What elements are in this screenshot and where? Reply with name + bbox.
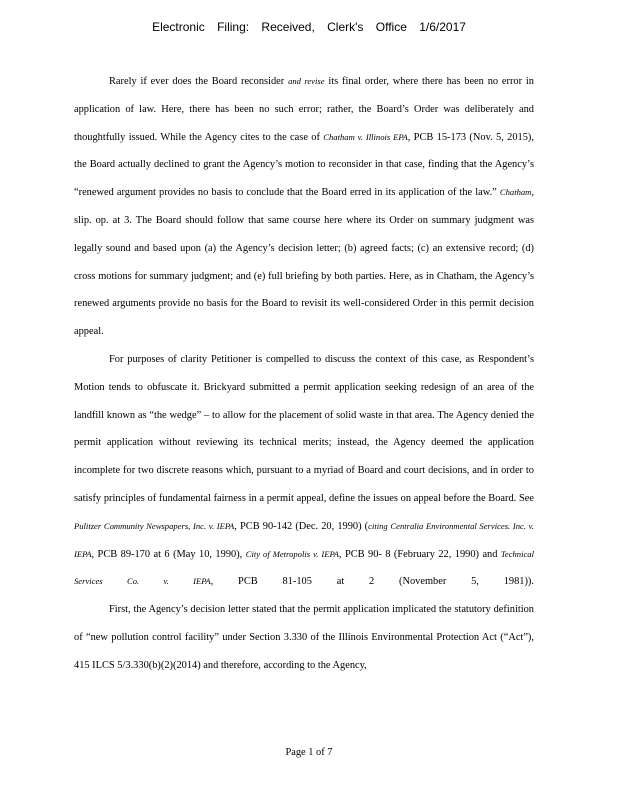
paragraph-3	[74, 596, 534, 679]
paragraph-2	[74, 346, 534, 596]
paragraph-1-text-1: Rarely if ever does the Board reconsider	[109, 76, 289, 87]
paragraph-2-text-1: For purposes of clarity Petitioner is compelled to discuss the context of this case, as Respondent’s Motion tends to obfuscate it. Brickyard submitted a permit application seeking redesign of an area of the landfill known as “the wedge” – to allow for the placement of solid waste in that area. The Agency denied the permit application without reviewing its technical merits; instead, the Agency deemed the application incomplete for two discrete reasons which, pursuant to a myriad of Board and court decisions, and in order to satisfy principles of fundamental fairness in a permit appeal, define the issues on appeal before the Board. See	[74, 353, 534, 504]
document-body	[74, 68, 534, 680]
paragraph-2-case-citation-1: Pulitzer Community Newspapers, Inc. v. IEPA	[74, 520, 235, 531]
paragraph-1	[74, 68, 534, 346]
page-number: Page 1 of 7	[285, 747, 333, 758]
paragraph-1-italic-1: and revise	[288, 76, 325, 86]
paragraph-2-text-5: , PCB 81-105 at 2 (November 5, 1981)).	[210, 576, 534, 588]
paragraph-2-case-citation-2: citing Centralia Environmental Services. Inc. v. IEPA	[74, 520, 534, 559]
paragraph-2-text-4: , PCB 90- 8 (February 22, 1990) and	[338, 548, 501, 560]
paragraph-2-text-2: , PCB 90-142 (Dec. 20, 1990) (	[234, 520, 369, 532]
paragraph-1-text-2: its final order, where there has been no error in application of law. Here, there has been no such error; rather, the Board’s Order was deliberately and thoughtfully issued. While the Agency cites to the case of	[74, 76, 534, 143]
paragraph-3-text-1: First, the Agency’s decision letter stated that the permit application implicated the statutory definition of “new pollution control facility” under Section 3.330 of the Illinois Environmental Protection Act (“Act”), 415 ILCS 5/3.330(b)(2)(2014) and therefore, according to the Agency,	[74, 604, 534, 671]
paragraph-1-text-4: , slip. op. at 3. The Board should follow that same course here where its Order on summary judgment was legally sound and based upon (a) the Agency’s decision letter; (b) agreed facts; (c) an extensive record; (d) cross motions for summary judgment; and (e) full briefing by both parties. Here, as in Chatham, the Agency’s renewed arguments provide no basis for the Board to revisit its well-considered Order in this permit decision appeal.	[74, 187, 534, 338]
paragraph-1-case-short-cite: Chatham	[499, 187, 532, 198]
paragraph-2-case-citation-4: Technical Services Co. v. IEPA	[74, 548, 534, 587]
electronic-filing-header: Electronic Filing: Received, Clerk's Office 1/6/2017	[152, 20, 466, 34]
paragraph-1-text-3: , PCB 15-173 (Nov. 5, 2015), the Board actually declined to grant the Agency’s motion to reconsider in that case, finding that the Agency’s “renewed argument provides no basis to conclude that the Board erred in its application of the law.”	[74, 131, 534, 199]
paragraph-1-case-citation: Chatham v. Illinois EPA	[323, 131, 408, 142]
paragraph-2-text-3: , PCB 89-170 at 6 (May 10, 1990),	[91, 548, 246, 560]
paragraph-2-case-citation-3: City of Metropolis v. IEPA	[245, 548, 339, 559]
